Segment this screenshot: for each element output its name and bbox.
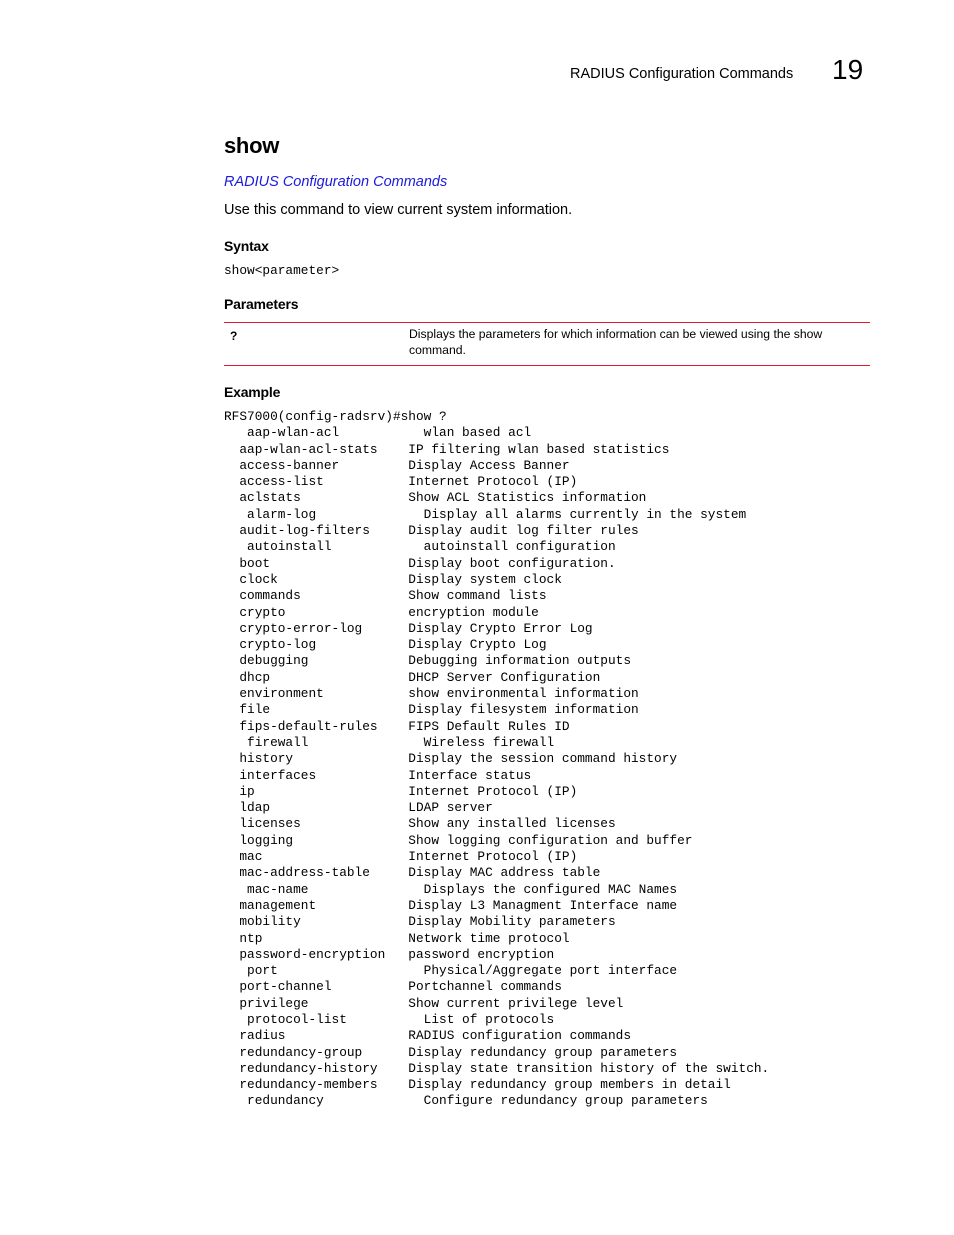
example-line: mac Internet Protocol (IP) <box>224 849 578 865</box>
example-line: licenses Show any installed licenses <box>224 816 616 832</box>
example-line: aap-wlan-acl-stats IP filtering wlan based statistics <box>224 441 670 457</box>
example-line: redundancy-history Display state transition history of the switch. <box>224 1060 770 1076</box>
example-line: interfaces Interface status <box>224 767 532 783</box>
example-line: port-channel Portchannel commands <box>224 979 562 995</box>
example-line: crypto-error-log Display Crypto Error Log <box>224 620 593 636</box>
example-line: mac-address-table Display MAC address table <box>224 865 601 881</box>
example-line: access-banner Display Access Banner <box>224 457 570 473</box>
example-line: privilege Show current privilege level <box>224 995 624 1011</box>
example-line: boot Display boot configuration. <box>224 555 616 571</box>
intro-text: Use this command to view current system information. <box>224 202 573 218</box>
example-line: redundancy Configure redundancy group parameters <box>224 1093 708 1109</box>
example-line: port Physical/Aggregate port interface <box>224 963 678 979</box>
example-line: password-encryption password encryption <box>224 946 555 962</box>
example-line: logging Show logging configuration and buffer <box>224 832 693 848</box>
example-line: redundancy-members Display redundancy group members in detail <box>224 1077 731 1093</box>
example-line: management Display L3 Managment Interface name <box>224 897 678 913</box>
example-line: file Display filesystem information <box>224 702 639 718</box>
section-link[interactable]: RADIUS Configuration Commands <box>224 174 448 190</box>
running-header-title: RADIUS Configuration Commands <box>570 66 794 82</box>
example-line: crypto-log Display Crypto Log <box>224 637 547 653</box>
example-line: ntp Network time protocol <box>224 930 570 946</box>
example-line: environment show environmental information <box>224 686 639 702</box>
example-code-block <box>224 409 769 1110</box>
example-line: aap-wlan-acl wlan based acl <box>224 425 532 441</box>
example-line: mobility Display Mobility parameters <box>224 914 616 930</box>
example-line: RFS7000(config-radsrv)#show ? <box>224 409 447 424</box>
example-line: mac-name Displays the configured MAC Names <box>224 881 678 897</box>
example-line: protocol-list List of protocols <box>224 1011 555 1027</box>
example-line: access-list Internet Protocol (IP) <box>224 474 578 490</box>
syntax-line: show<parameter> <box>224 263 340 278</box>
example-line: commands Show command lists <box>224 588 547 604</box>
page-title: show <box>224 133 280 158</box>
example-line: ip Internet Protocol (IP) <box>224 783 578 799</box>
example-line: dhcp DHCP Server Configuration <box>224 669 601 685</box>
example-line: redundancy-group Display redundancy group parameters <box>224 1044 678 1060</box>
example-line: audit-log-filters Display audit log filter rules <box>224 523 639 539</box>
example-line: ldap LDAP server <box>224 800 493 816</box>
example-line: autoinstall autoinstall configuration <box>224 539 616 555</box>
example-line: crypto encryption module <box>224 604 539 620</box>
example-line: clock Display system clock <box>224 571 562 587</box>
example-heading: Example <box>224 384 281 400</box>
chapter-number: 19 <box>832 54 864 85</box>
example-line: fips-default-rules FIPS Default Rules ID <box>224 718 570 734</box>
param-name: ? <box>230 329 238 343</box>
example-line: radius RADIUS configuration commands <box>224 1028 632 1044</box>
parameters-table <box>224 322 870 366</box>
example-line: aclstats Show ACL Statistics information <box>224 490 647 506</box>
syntax-heading: Syntax <box>224 238 269 254</box>
example-line: firewall Wireless firewall <box>224 734 555 750</box>
example-line: debugging Debugging information outputs <box>224 653 632 669</box>
example-line: alarm-log Display all alarms currently in the system <box>224 506 747 522</box>
example-line: history Display the session command history <box>224 751 678 767</box>
param-description: Displays the parameters for which information can be viewed using the show command. <box>409 327 823 357</box>
parameters-heading: Parameters <box>224 296 299 312</box>
